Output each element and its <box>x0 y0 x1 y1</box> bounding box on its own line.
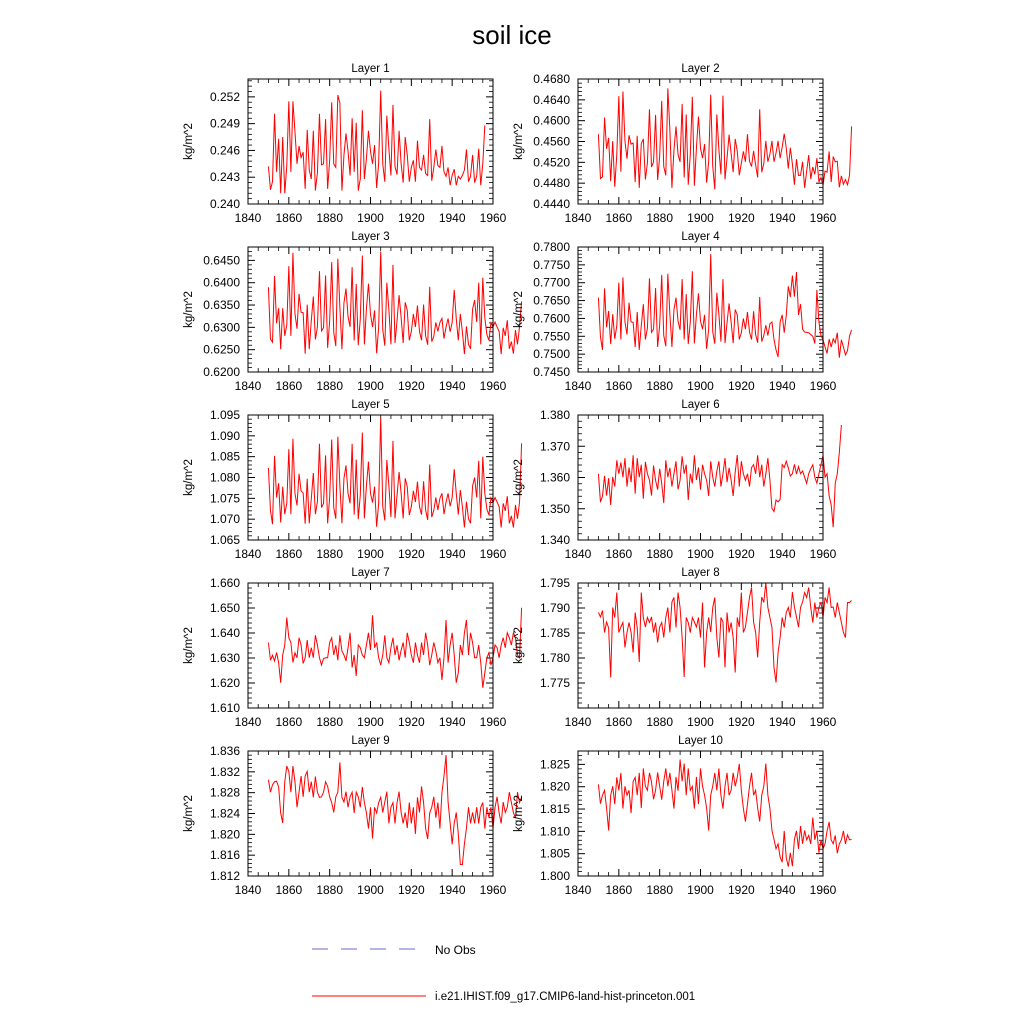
y-tick-label: 1.828 <box>209 785 240 800</box>
x-tick-label: 1860 <box>605 379 633 393</box>
y-tick-label: 0.252 <box>209 89 240 104</box>
x-tick-label: 1960 <box>809 379 837 393</box>
x-tick-label: 1940 <box>768 379 796 393</box>
y-axis-label: kg/m^2 <box>513 123 525 160</box>
y-tick-label: 1.785 <box>539 626 570 640</box>
x-tick-label: 1960 <box>479 211 507 225</box>
y-tick-label: 1.380 <box>539 408 570 422</box>
x-tick-label: 1840 <box>234 547 262 561</box>
y-tick-label: 1.820 <box>209 827 240 842</box>
x-tick-label: 1900 <box>357 547 384 561</box>
y-tick-label: 1.080 <box>209 470 240 485</box>
x-tick-label: 1960 <box>479 379 507 393</box>
x-tick-label: 1920 <box>397 883 425 897</box>
y-axis-label: kg/m^2 <box>513 795 525 832</box>
y-tick-label: 1.790 <box>539 601 570 615</box>
y-tick-label: 1.620 <box>209 676 240 690</box>
x-tick-label: 1940 <box>438 379 466 393</box>
y-tick-label: 1.825 <box>539 757 570 772</box>
y-tick-label: 1.824 <box>209 806 240 821</box>
y-axis-label: kg/m^2 <box>183 291 195 328</box>
x-tick-label: 1860 <box>605 715 633 729</box>
x-tick-label: 1960 <box>809 715 837 729</box>
x-tick-label: 1900 <box>687 715 714 729</box>
panel-title: Layer 3 <box>351 231 390 243</box>
y-tick-label: 0.6300 <box>203 320 240 335</box>
x-tick-label: 1860 <box>605 211 633 225</box>
legend-label-model: i.e21.IHIST.f09_g17.CMIP6-land-hist-princeton.001 <box>435 991 696 1003</box>
y-tick-label: 0.4480 <box>533 176 570 191</box>
x-tick-label: 1900 <box>357 715 384 729</box>
x-tick-label: 1920 <box>727 883 755 897</box>
y-tick-label: 0.4440 <box>533 197 570 211</box>
x-tick-label: 1920 <box>397 547 425 561</box>
x-tick-label: 1940 <box>438 211 466 225</box>
y-axis-label: kg/m^2 <box>183 627 195 664</box>
y-tick-label: 1.660 <box>209 576 240 590</box>
x-tick-label: 1860 <box>275 715 303 729</box>
y-tick-label: 0.4680 <box>533 72 570 86</box>
y-tick-label: 0.4560 <box>533 134 570 149</box>
y-tick-label: 1.795 <box>539 576 570 590</box>
y-tick-label: 1.070 <box>209 512 240 527</box>
y-tick-label: 1.350 <box>539 501 570 516</box>
y-tick-label: 1.805 <box>539 846 570 861</box>
y-tick-label: 0.7800 <box>533 240 570 254</box>
y-tick-label: 1.836 <box>209 744 240 758</box>
y-axis-label: kg/m^2 <box>183 123 195 160</box>
x-tick-label: 1960 <box>809 211 837 225</box>
x-tick-label: 1880 <box>646 715 674 729</box>
y-tick-label: 0.6350 <box>203 298 240 313</box>
x-tick-label: 1960 <box>479 547 507 561</box>
panel-title: Layer 4 <box>681 231 720 243</box>
x-tick-label: 1860 <box>605 547 633 561</box>
x-tick-label: 1960 <box>809 883 837 897</box>
x-tick-label: 1860 <box>605 883 633 897</box>
x-tick-label: 1860 <box>275 547 303 561</box>
x-tick-label: 1920 <box>727 715 755 729</box>
panel-title: Layer 5 <box>351 399 390 411</box>
x-tick-label: 1920 <box>397 211 425 225</box>
y-tick-label: 1.075 <box>209 491 240 506</box>
y-axis-label: kg/m^2 <box>513 627 525 664</box>
y-tick-label: 1.095 <box>209 408 240 422</box>
x-tick-label: 1840 <box>564 547 592 561</box>
x-tick-label: 1840 <box>564 883 592 897</box>
panel-title: Layer 1 <box>351 63 390 75</box>
x-tick-label: 1880 <box>646 883 674 897</box>
y-tick-label: 0.243 <box>209 170 240 185</box>
x-tick-label: 1900 <box>687 211 714 225</box>
y-axis-label: kg/m^2 <box>183 795 195 832</box>
y-tick-label: 0.4640 <box>533 92 570 107</box>
x-tick-label: 1840 <box>234 211 262 225</box>
y-tick-label: 0.7500 <box>533 347 570 362</box>
y-tick-label: 1.820 <box>539 779 570 794</box>
figure-title: soil ice <box>472 20 552 50</box>
x-tick-label: 1880 <box>316 379 344 393</box>
x-tick-label: 1920 <box>727 379 755 393</box>
x-tick-label: 1960 <box>479 883 507 897</box>
y-tick-label: 0.4520 <box>533 155 570 170</box>
x-tick-label: 1840 <box>234 715 262 729</box>
x-tick-label: 1920 <box>397 715 425 729</box>
y-tick-label: 1.630 <box>209 651 240 665</box>
y-axis-label: kg/m^2 <box>513 459 525 496</box>
x-tick-label: 1960 <box>479 715 507 729</box>
y-tick-label: 1.360 <box>539 470 570 485</box>
y-tick-label: 0.249 <box>209 116 240 131</box>
x-tick-label: 1840 <box>234 883 262 897</box>
y-tick-label: 0.7450 <box>533 365 570 379</box>
x-tick-label: 1880 <box>646 379 674 393</box>
x-tick-label: 1900 <box>687 379 714 393</box>
x-tick-label: 1900 <box>357 211 384 225</box>
x-tick-label: 1880 <box>646 211 674 225</box>
x-tick-label: 1880 <box>646 547 674 561</box>
panel-title: Layer 6 <box>681 399 720 411</box>
y-tick-label: 1.810 <box>539 824 570 839</box>
panel-title: Layer 7 <box>351 567 390 579</box>
y-tick-label: 0.7750 <box>533 257 570 272</box>
x-tick-label: 1920 <box>727 211 755 225</box>
y-tick-label: 0.4600 <box>533 113 570 128</box>
y-tick-label: 1.090 <box>209 428 240 443</box>
y-tick-label: 1.640 <box>209 626 240 640</box>
x-tick-label: 1920 <box>397 379 425 393</box>
panel-title: Layer 10 <box>678 735 723 747</box>
y-tick-label: 0.7600 <box>533 311 570 326</box>
y-tick-label: 1.340 <box>539 533 570 547</box>
x-tick-label: 1900 <box>357 379 384 393</box>
y-tick-label: 0.6250 <box>203 342 240 357</box>
x-tick-label: 1940 <box>768 211 796 225</box>
panel-title: Layer 9 <box>351 735 390 747</box>
y-tick-label: 1.816 <box>209 848 240 863</box>
x-tick-label: 1880 <box>316 715 344 729</box>
x-tick-label: 1860 <box>275 883 303 897</box>
legend-label-no-obs: No Obs <box>435 943 476 957</box>
y-tick-label: 0.6200 <box>203 365 240 379</box>
x-tick-label: 1900 <box>687 883 714 897</box>
y-tick-label: 0.6400 <box>203 275 240 290</box>
y-tick-label: 0.6450 <box>203 253 240 268</box>
y-tick-label: 1.812 <box>209 869 240 883</box>
x-tick-label: 1880 <box>316 211 344 225</box>
panel-title: Layer 2 <box>681 63 720 75</box>
x-tick-label: 1940 <box>768 547 796 561</box>
y-tick-label: 1.800 <box>539 869 570 883</box>
x-tick-label: 1880 <box>316 547 344 561</box>
y-tick-label: 0.7700 <box>533 275 570 290</box>
y-tick-label: 1.832 <box>209 764 240 779</box>
x-tick-label: 1960 <box>809 547 837 561</box>
y-axis-label: kg/m^2 <box>183 459 195 496</box>
panel-title: Layer 8 <box>681 567 720 579</box>
x-tick-label: 1840 <box>564 715 592 729</box>
y-tick-label: 0.7650 <box>533 293 570 308</box>
x-tick-label: 1840 <box>234 379 262 393</box>
y-tick-label: 1.065 <box>209 533 240 547</box>
x-tick-label: 1900 <box>357 883 384 897</box>
y-tick-label: 0.246 <box>209 143 240 158</box>
y-tick-label: 0.7550 <box>533 329 570 344</box>
x-tick-label: 1920 <box>727 547 755 561</box>
x-tick-label: 1840 <box>564 211 592 225</box>
x-tick-label: 1860 <box>275 211 303 225</box>
x-tick-label: 1860 <box>275 379 303 393</box>
y-tick-label: 1.775 <box>539 676 570 690</box>
y-tick-label: 0.240 <box>209 197 240 211</box>
y-axis-label: kg/m^2 <box>513 291 525 328</box>
x-tick-label: 1940 <box>438 715 466 729</box>
y-tick-label: 1.085 <box>209 449 240 464</box>
x-tick-label: 1840 <box>564 379 592 393</box>
x-tick-label: 1900 <box>687 547 714 561</box>
y-tick-label: 1.650 <box>209 601 240 615</box>
y-tick-label: 1.780 <box>539 651 570 665</box>
y-tick-label: 1.815 <box>539 802 570 817</box>
x-tick-label: 1940 <box>768 883 796 897</box>
x-tick-label: 1940 <box>438 883 466 897</box>
x-tick-label: 1880 <box>316 883 344 897</box>
y-tick-label: 1.610 <box>209 701 240 715</box>
x-tick-label: 1940 <box>438 547 466 561</box>
x-tick-label: 1940 <box>768 715 796 729</box>
y-tick-label: 1.370 <box>539 439 570 454</box>
